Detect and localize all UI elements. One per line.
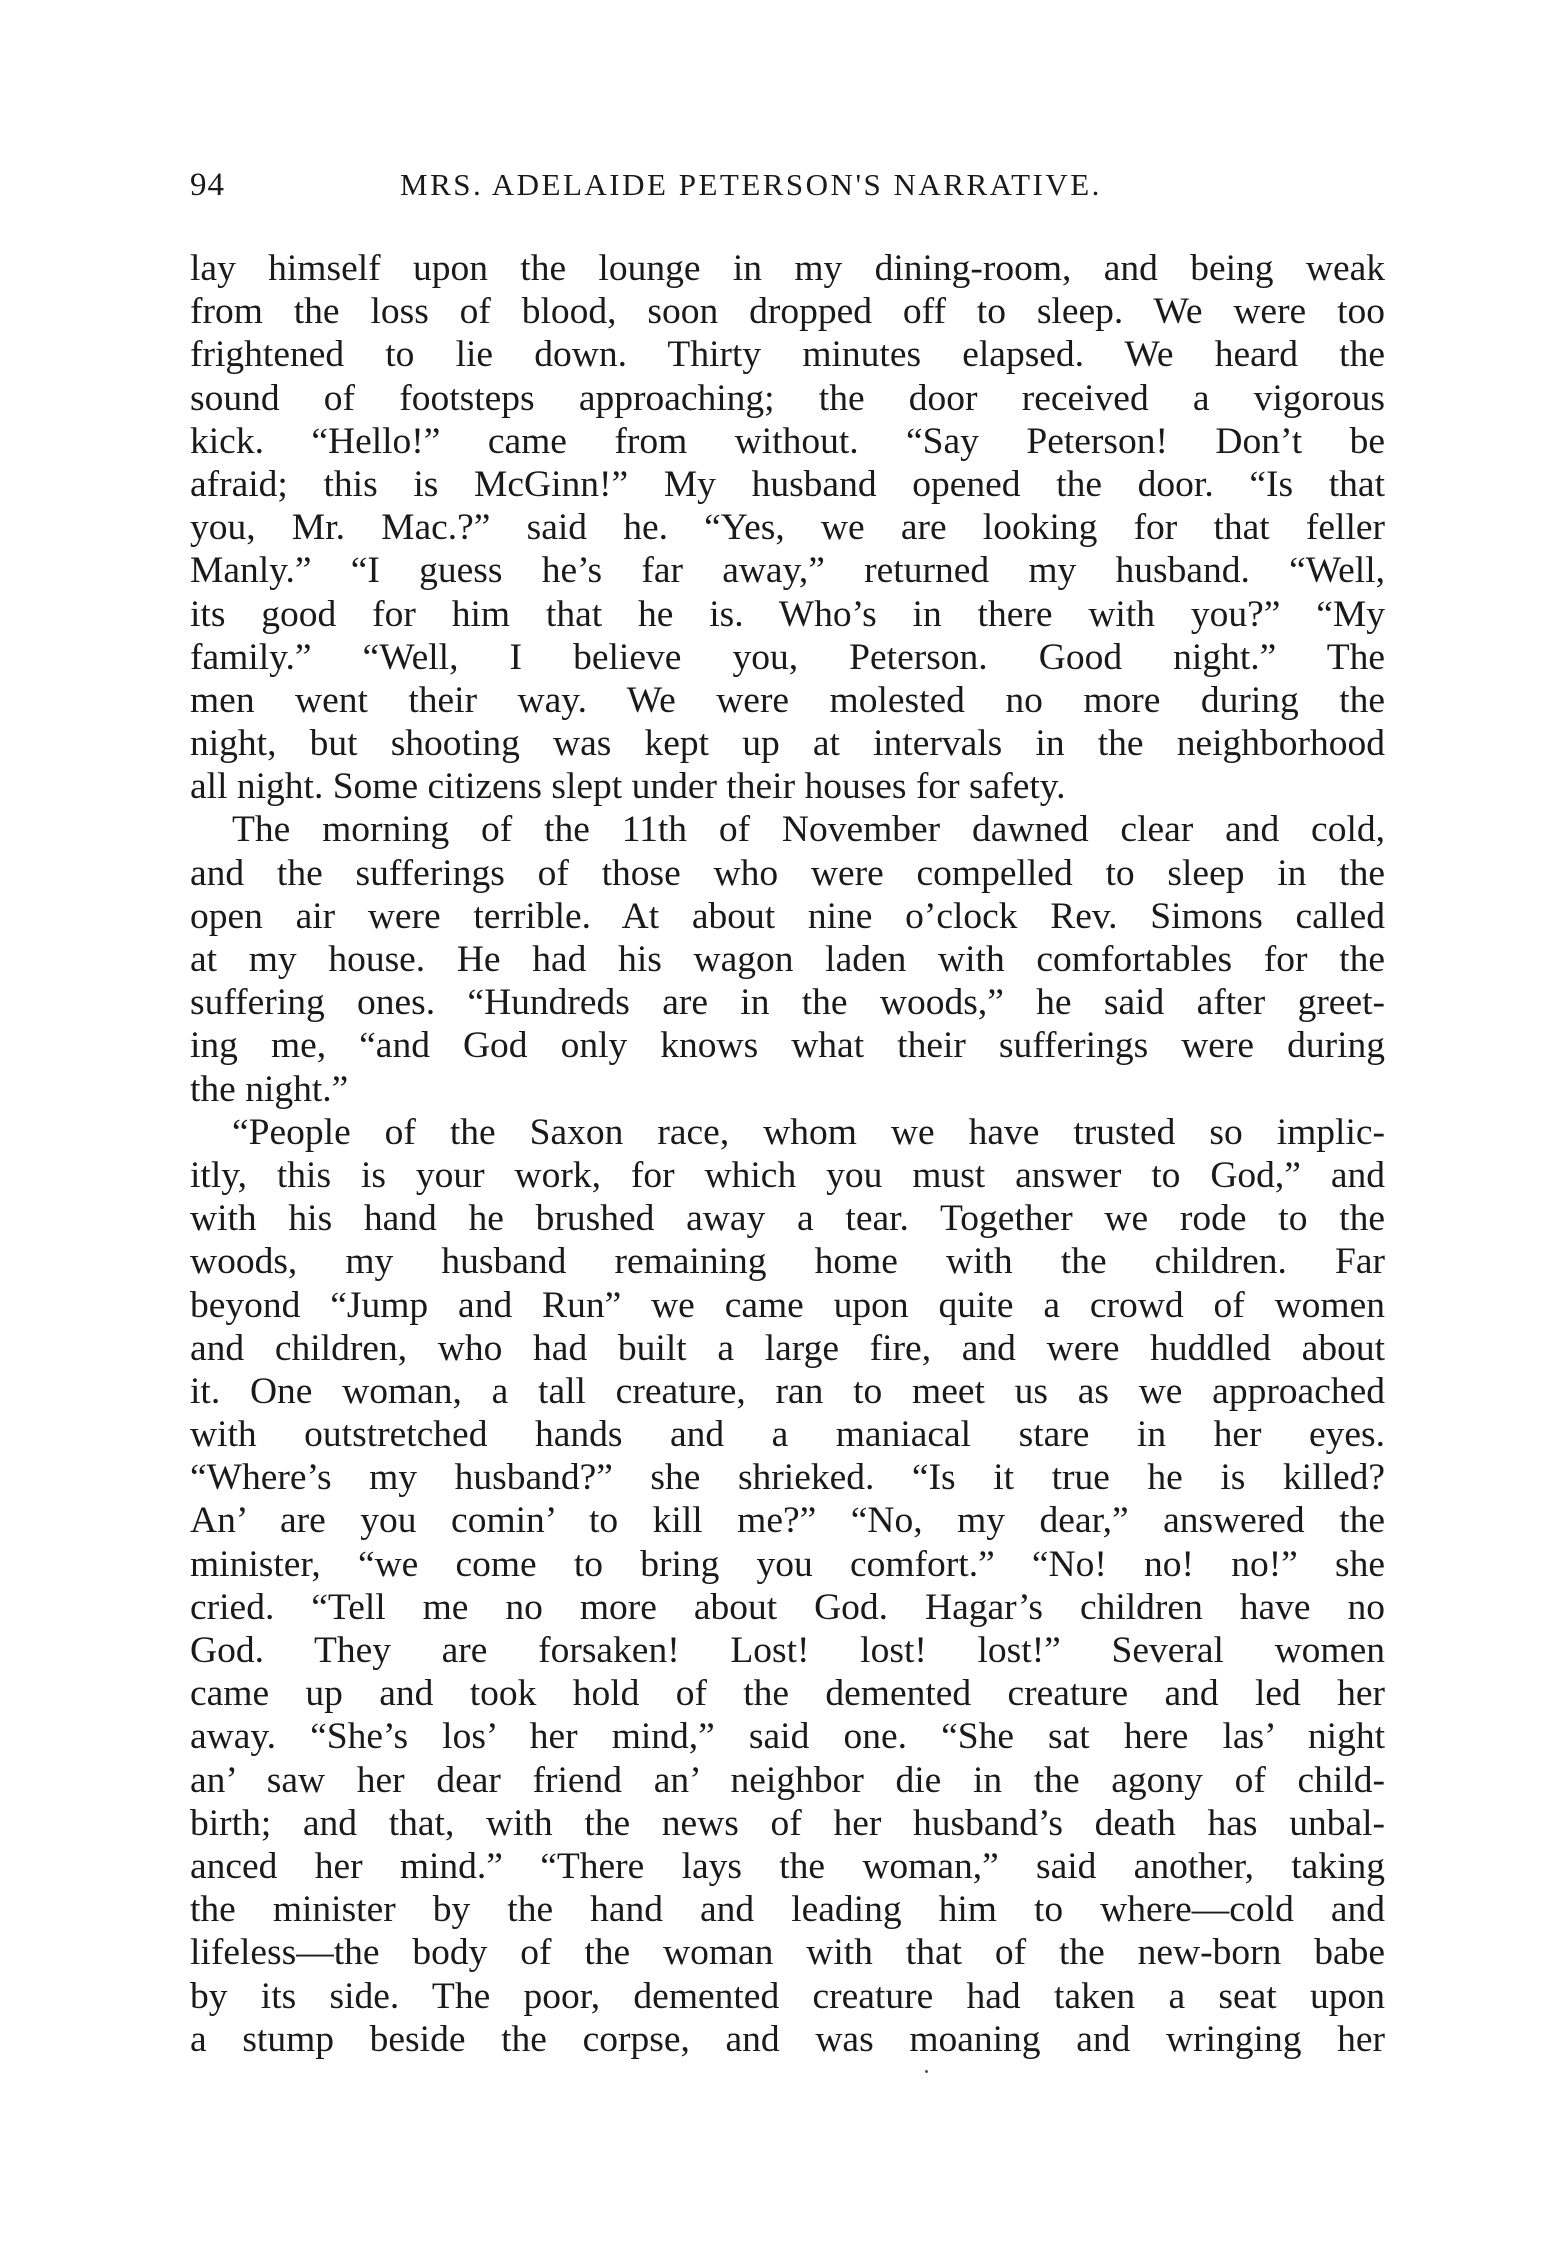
text-line: from the loss of blood, soon dropped off to sleep. We were too bbox=[190, 291, 1385, 333]
text-line: ing me, “and God only knows what their sufferings were during bbox=[190, 1025, 1385, 1067]
text-line: the minister by the hand and leading him to where—cold and bbox=[190, 1889, 1385, 1931]
body-text bbox=[190, 247, 1385, 2061]
text-line: afraid; this is McGinn!” My husband opened the door. “Is that bbox=[190, 463, 1385, 505]
text-line: by its side. The poor, demented creature had taken a seat upon bbox=[190, 1975, 1385, 2017]
text-line: itly, this is your work, for which you must answer to God,” and bbox=[190, 1154, 1385, 1196]
paragraph-end-line: the night.” bbox=[190, 1068, 349, 1110]
print-speck bbox=[925, 2070, 928, 2073]
text-line: men went their way. We were molested no more during the bbox=[190, 679, 1385, 721]
text-line: “Where’s my husband?” she shrieked. “Is it true he is killed? bbox=[190, 1457, 1385, 1499]
text-line: Manly.” “I guess he’s far away,” returned my husband. “Well, bbox=[190, 550, 1385, 592]
text-line: birth; and that, with the news of her husband’s death has unbal- bbox=[190, 1802, 1385, 1844]
text-line: you, Mr. Mac.?” said he. “Yes, we are looking for that feller bbox=[190, 507, 1385, 549]
text-line: anced her mind.” “There lays the woman,” said another, taking bbox=[190, 1845, 1385, 1887]
text-line: woods, my husband remaining home with the children. Far bbox=[190, 1241, 1385, 1283]
text-line: God. They are forsaken! Lost! lost! lost!” Several women bbox=[190, 1630, 1385, 1671]
text-line: kick. “Hello!” came from without. “Say Peterson! Don’t be bbox=[190, 420, 1385, 462]
text-line: minister, “we come to bring you comfort.” “No! no! no!” she bbox=[190, 1543, 1385, 1585]
text-line: frightened to lie down. Thirty minutes elapsed. We heard the bbox=[190, 334, 1385, 376]
text-line: family.” “Well, I believe you, Peterson. Good night.” The bbox=[190, 636, 1385, 678]
text-line: and the sufferings of those who were compelled to sleep in the bbox=[190, 852, 1385, 894]
paragraph-end-line: all night. Some citizens slept under their houses for safety. bbox=[190, 766, 1066, 808]
text-line: suffering ones. “Hundreds are in the woods,” he said after greet- bbox=[190, 982, 1385, 1024]
page-number: 94 bbox=[190, 167, 225, 203]
text-line: and children, who had built a large fire, and were huddled about bbox=[190, 1327, 1385, 1369]
text-line: with his hand he brushed away a tear. Together we rode to the bbox=[190, 1198, 1385, 1240]
text-line: with outstretched hands and a maniacal stare in her eyes. bbox=[190, 1414, 1385, 1456]
text-line: its good for him that he is. Who’s in there with you?” “My bbox=[190, 593, 1385, 635]
text-line: at my house. He had his wagon laden with comfortables for the bbox=[190, 939, 1385, 980]
paragraph-start-line: “People of the Saxon race, whom we have trusted so implic- bbox=[232, 1111, 1385, 1153]
text-line: came up and took hold of the demented creature and led her bbox=[190, 1673, 1385, 1715]
text-line: cried. “Tell me no more about God. Hagar’s children have no bbox=[190, 1586, 1385, 1628]
text-line: lifeless—the body of the woman with that of the new-born babe bbox=[190, 1932, 1385, 1974]
text-line: it. One woman, a tall creature, ran to meet us as we approached bbox=[190, 1370, 1385, 1412]
text-line: An’ are you comin’ to kill me?” “No, my dear,” answered the bbox=[190, 1500, 1385, 1542]
text-line: an’ saw her dear friend an’ neighbor die in the agony of child- bbox=[190, 1759, 1385, 1801]
text-line: beyond “Jump and Run” we came upon quite a crowd of women bbox=[190, 1284, 1385, 1326]
text-line: night, but shooting was kept up at intervals in the neighborhood bbox=[190, 723, 1385, 765]
paragraph-start-line: The morning of the 11th of November dawned clear and cold, bbox=[232, 809, 1385, 851]
text-line: lay himself upon the lounge in my dining-room, and being weak bbox=[190, 248, 1385, 289]
text-line: open air were terrible. At about nine o’clock Rev. Simons called bbox=[190, 895, 1385, 937]
text-line: away. “She’s los’ her mind,” said one. “She sat here las’ night bbox=[190, 1716, 1385, 1758]
text-line: a stump beside the corpse, and was moaning and wringing her bbox=[190, 2018, 1385, 2060]
page-header bbox=[190, 165, 1385, 217]
text-line: sound of footsteps approaching; the door received a vigorous bbox=[190, 377, 1385, 419]
running-head: MRS. ADELAIDE PETERSON'S NARRATIVE. bbox=[400, 167, 1102, 202]
